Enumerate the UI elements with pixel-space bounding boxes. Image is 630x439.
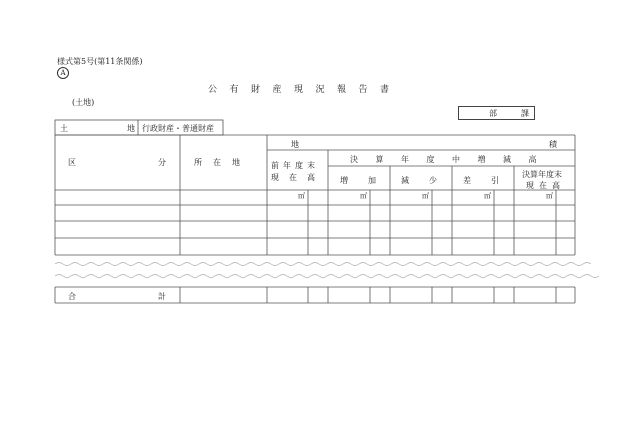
- settle-line2: 現在高: [526, 181, 565, 190]
- category-label-right: 地: [127, 124, 135, 133]
- unit-decrease: ㎡: [422, 192, 429, 200]
- unit-difference: ㎡: [484, 192, 491, 200]
- total-label-right: 計: [158, 292, 166, 301]
- difference-header: 差引: [463, 176, 519, 185]
- unit-prev: ㎡: [298, 192, 305, 200]
- prev-year-line2: 現在高: [271, 173, 325, 182]
- kubun-left: 区: [68, 158, 76, 167]
- break-lines: [55, 263, 599, 278]
- form-number: 様式第5号(第11条関係): [57, 57, 143, 66]
- change-header: 決算年度中増減高: [350, 155, 554, 164]
- settle-line1: 決算年度末: [522, 170, 562, 179]
- increase-header: 増加: [340, 176, 396, 185]
- subtitle: (土地): [72, 98, 95, 107]
- area-label-right: 積: [549, 140, 557, 149]
- property-type: 行政財産・普通財産: [142, 124, 214, 133]
- prev-year-line1: 前年度末: [271, 161, 319, 170]
- area-label-left: 地: [291, 140, 299, 149]
- unit-increase: ㎡: [360, 192, 367, 200]
- page-title: 公有財産現況報告書: [208, 85, 402, 95]
- decrease-header: 減少: [401, 176, 457, 185]
- circle-a-mark: A: [57, 67, 69, 79]
- dept-label: 部: [489, 109, 497, 118]
- category-label-left: 土: [60, 124, 68, 133]
- unit-settle: ㎡: [546, 192, 553, 200]
- kubun-right: 分: [158, 158, 166, 167]
- total-label-left: 合: [68, 292, 76, 301]
- location-header: 所在地: [194, 158, 251, 167]
- section-label: 課: [521, 109, 529, 118]
